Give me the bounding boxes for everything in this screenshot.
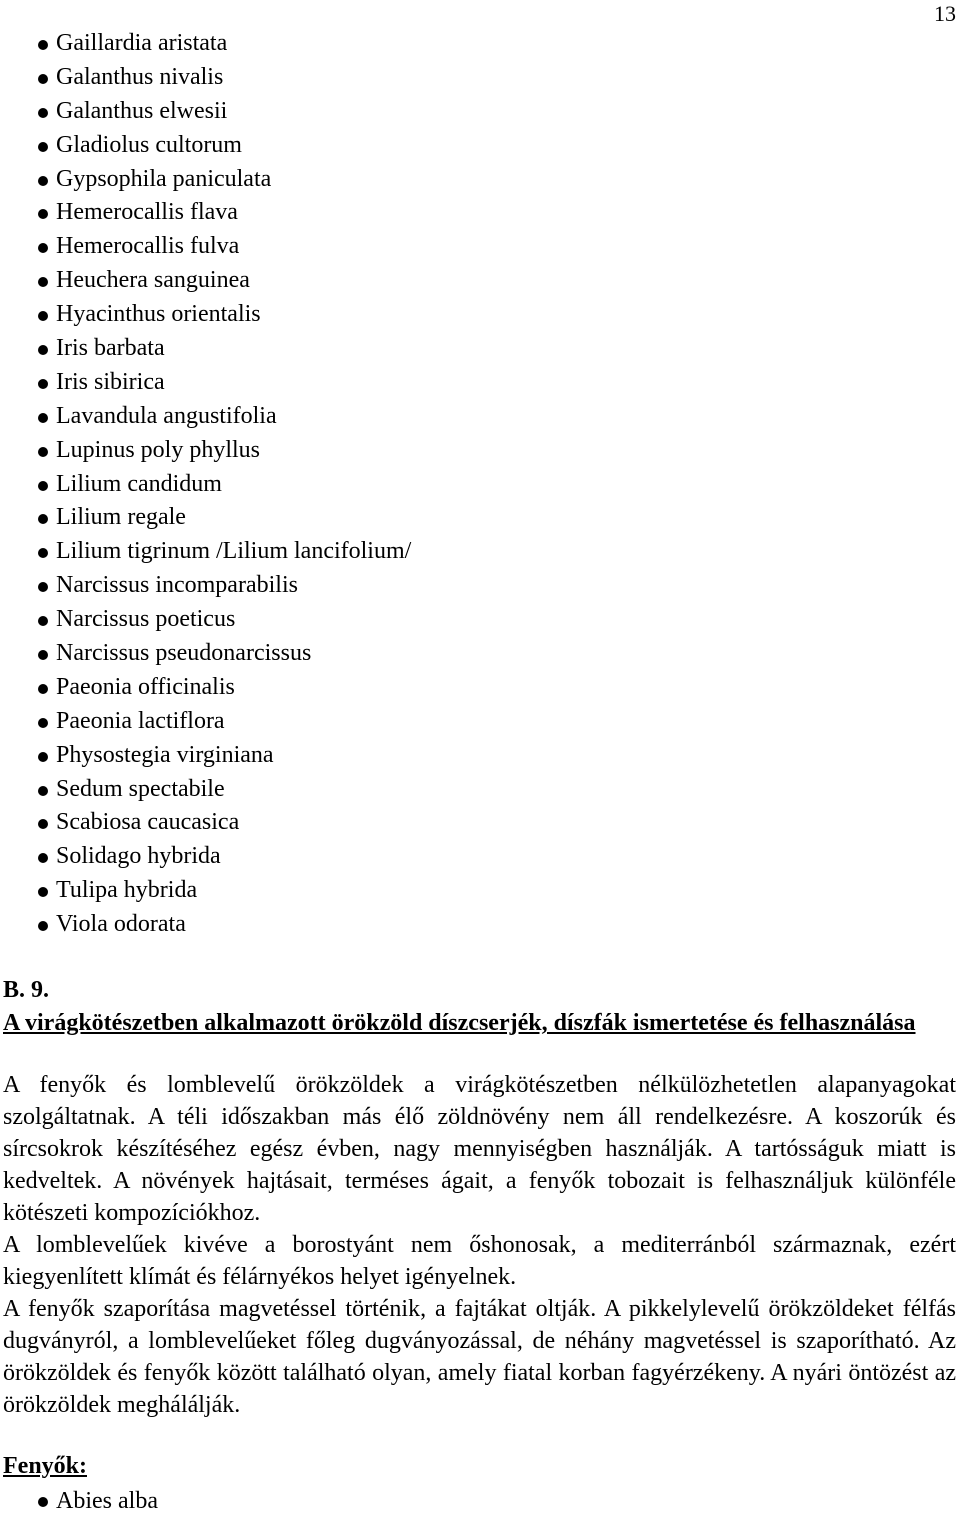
paragraph: A lomblevelűek kivéve a borostyánt nem őshonosak, a mediterránból származnak, ezért kiegyenlített klímát és félárnyékos helyet igényelnek. [3, 1232, 956, 1290]
list-item: Lavandula angustifolia [38, 400, 411, 434]
section-body [3, 1069, 956, 1421]
list-item: Hemerocallis fulva [38, 230, 411, 264]
list-item: Iris sibirica [38, 366, 411, 400]
list-item: Viola odorata [38, 908, 411, 942]
list-item: Lilium candidum [38, 468, 411, 502]
list-item: Hemerocallis flava [38, 196, 411, 230]
plant-list [38, 27, 411, 942]
list-item: Abies alba [38, 1485, 158, 1517]
section-title: A virágkötészetben alkalmazott örökzöld díszcserjék, díszfák ismertetése és felhasználása [3, 1010, 916, 1036]
list-item: Physostegia virginiana [38, 739, 411, 773]
list-item: Narcissus pseudonarcissus [38, 637, 411, 671]
conifer-list [38, 1485, 158, 1517]
list-item: Paeonia lactiflora [38, 705, 411, 739]
list-item: Sedum spectabile [38, 773, 411, 807]
page-number: 13 [934, 1, 956, 26]
paragraph: A fenyők és lomblevelű örökzöldek a virágkötészetben nélkülözhetetlen alapanyagokat szolgáltatnak. A téli időszakban más élő zöldnövény nem áll rendelkezésre. A koszorúk és sírcsokrok készítéséhez egész évben, nagy mennyiségben használják. A tartósságuk miatt is kedveltek. A növények hajtásait, terméses ágait, a fenyők tobozait is felhasználjuk különféle kötészeti kompozíciókhoz. [3, 1072, 956, 1226]
list-item: Scabiosa caucasica [38, 806, 411, 840]
list-item: Tulipa hybrida [38, 874, 411, 908]
list-item: Narcissus incomparabilis [38, 569, 411, 603]
list-item: Lilium tigrinum /Lilium lancifolium/ [38, 535, 411, 569]
list-item: Gaillardia aristata [38, 27, 411, 61]
list-item: Lupinus poly phyllus [38, 434, 411, 468]
list-item: Galanthus nivalis [38, 61, 411, 95]
list-item: Gypsophila paniculata [38, 163, 411, 197]
section-code: B. 9. [3, 977, 50, 1003]
list-item: Paeonia officinalis [38, 671, 411, 705]
subheading-conifers: Fenyők: [3, 1453, 87, 1479]
list-item: Gladiolus cultorum [38, 129, 411, 163]
list-item: Iris barbata [38, 332, 411, 366]
list-item: Lilium regale [38, 501, 411, 535]
list-item: Hyacinthus orientalis [38, 298, 411, 332]
list-item: Heuchera sanguinea [38, 264, 411, 298]
list-item: Narcissus poeticus [38, 603, 411, 637]
paragraph: A fenyők szaporítása magvetéssel történik, a fajtákat oltják. A pikkelylevelű örökzöldeket félfás dugványról, a lomblevelűeket főleg dugványozással, de néhány magvetéssel is szaporítható. Az örökzöldek és fenyők között található olyan, amely fiatal korban fagyérzékeny. A nyári öntözést az örökzöldek meghálálják. [3, 1296, 956, 1418]
list-item: Galanthus elwesii [38, 95, 411, 129]
list-item: Solidago hybrida [38, 840, 411, 874]
